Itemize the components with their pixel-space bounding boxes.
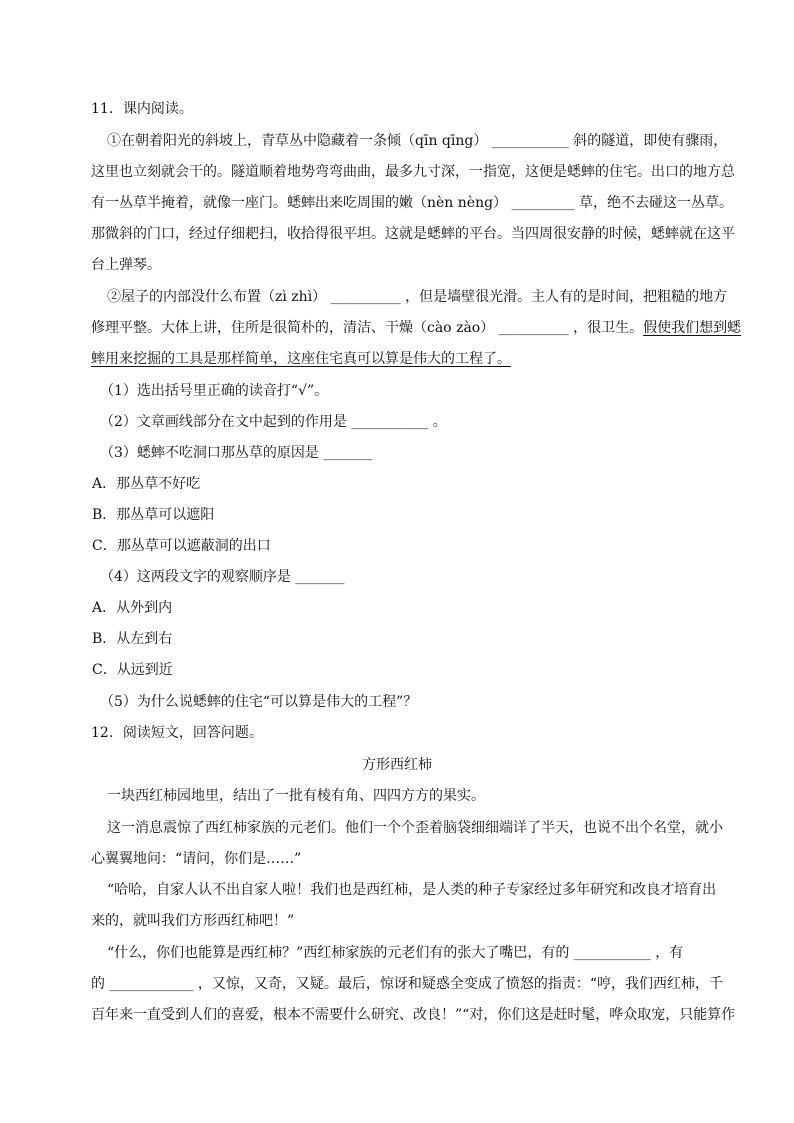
- q11-sub3: （3）蟋蟀不吃洞口那丛草的原因是 _______: [100, 445, 373, 461]
- q12-line5: 来的，就叫我们方形西红柿吧！”: [91, 913, 295, 929]
- q11-sub4-option-a: A．从外到内: [92, 600, 173, 616]
- q11-para1-line1: ①在朝着阳光的斜坡上，青草丛中隐藏着一条倾（qīn qīng） ___________ 斜的隧道，即使有骤雨，: [107, 133, 728, 149]
- q12-line2: 这一消息震惊了西红柿家族的元老们。他们一个个歪着脑袋细细端详了半天，也说不出个名堂，就小: [107, 820, 723, 836]
- q12-line4: “哈哈，自家人认不出自家人啦！我们也是西红柿，是人类的种子专家经过多年研究和改良才培育出: [107, 882, 717, 898]
- q11-para1-line2: 这里也立刻就会干的。隧道顺着地势弯弯曲曲，最多九寸深，一指宽，这便是蟋蟀的住宅。出口的地方总: [91, 164, 735, 180]
- q11-para1-line3: 有一丛草半掩着，就像一座门。蟋蟀出来吃周围的嫩（nèn nèng） _________ 草，绝不去碰这一丛草。: [91, 195, 733, 211]
- q11-para2-line2: [91, 318, 741, 338]
- q11-para2-line1: ②屋子的内部没什么布置（zì zhì） __________ ，但是墙壁很光滑。主人有的是时间，把粗糙的地方: [107, 289, 728, 305]
- q12-line7: 的 ____________ ，又惊，又奇，又疑。最后，惊讶和疑惑全变成了愤怒的指责：“哼，我们西红柿，千: [91, 976, 724, 992]
- q11-sub5: （5）为什么说蟋蟀的住宅“可以算是伟大的工程”？: [100, 694, 418, 710]
- q12-line6: “什么，你们也能算是西红柿？”西红柿家族的元老们有的张大了嘴巴，有的 ___________ ，有: [107, 945, 684, 961]
- q11-sub1: （1）选出括号里正确的读音打“√”。: [100, 383, 329, 399]
- underlined-sentence-part1: 假使我们想到蟋: [643, 320, 742, 336]
- story-title: 方形西红柿: [362, 757, 432, 773]
- q11-para2-line2-text: 修理平整。大体上讲，住所是很简朴的，清洁、干燥（cào zào） __________ ，很卫生。: [91, 320, 644, 336]
- q12-line3: 心翼翼地问：“请问，你们是……”: [91, 851, 302, 867]
- q11-sub4-option-b: B．从左到右: [92, 631, 173, 647]
- q12-line1: 一块西红柿园地里，结出了一批有棱有角、四四方方的果实。: [107, 788, 485, 804]
- q11-sub3-option-c: C．那丛草可以遮蔽洞的出口: [92, 538, 271, 554]
- q11-para1-line4: 那微斜的门口，经过仔细耙扫，收拾得很平坦。这就是蟋蟀的平台。当四周很安静的时候，蟋蟀就在这平: [91, 226, 735, 242]
- q11-sub3-option-a: A．那丛草不好吃: [92, 476, 201, 492]
- q12-line8: 百年来一直受到人们的喜爱，根本不需要什么研究、改良！”“对，你们这是赶时髦，哗众取宠，只能算作: [91, 1007, 736, 1023]
- q11-sub4-option-c: C．从远到近: [92, 662, 173, 678]
- q11-sub3-option-b: B．那丛草可以遮阳: [92, 507, 215, 523]
- q11-para1-line5: 台上弹琴。: [91, 257, 161, 273]
- q11-sub4: （4）这两段文字的观察顺序是 _______: [100, 569, 345, 585]
- question-12-heading: 12．阅读短文，回答问题。: [91, 725, 263, 741]
- underlined-sentence-part2: 蟀用来挖掘的工具是那样简单，这座住宅真可以算是伟大的工程了。: [91, 351, 511, 367]
- q11-sub2: （2）文章画线部分在文中起到的作用是 ___________ 。: [100, 414, 447, 430]
- question-11-heading: 11．课内阅读。: [91, 101, 193, 117]
